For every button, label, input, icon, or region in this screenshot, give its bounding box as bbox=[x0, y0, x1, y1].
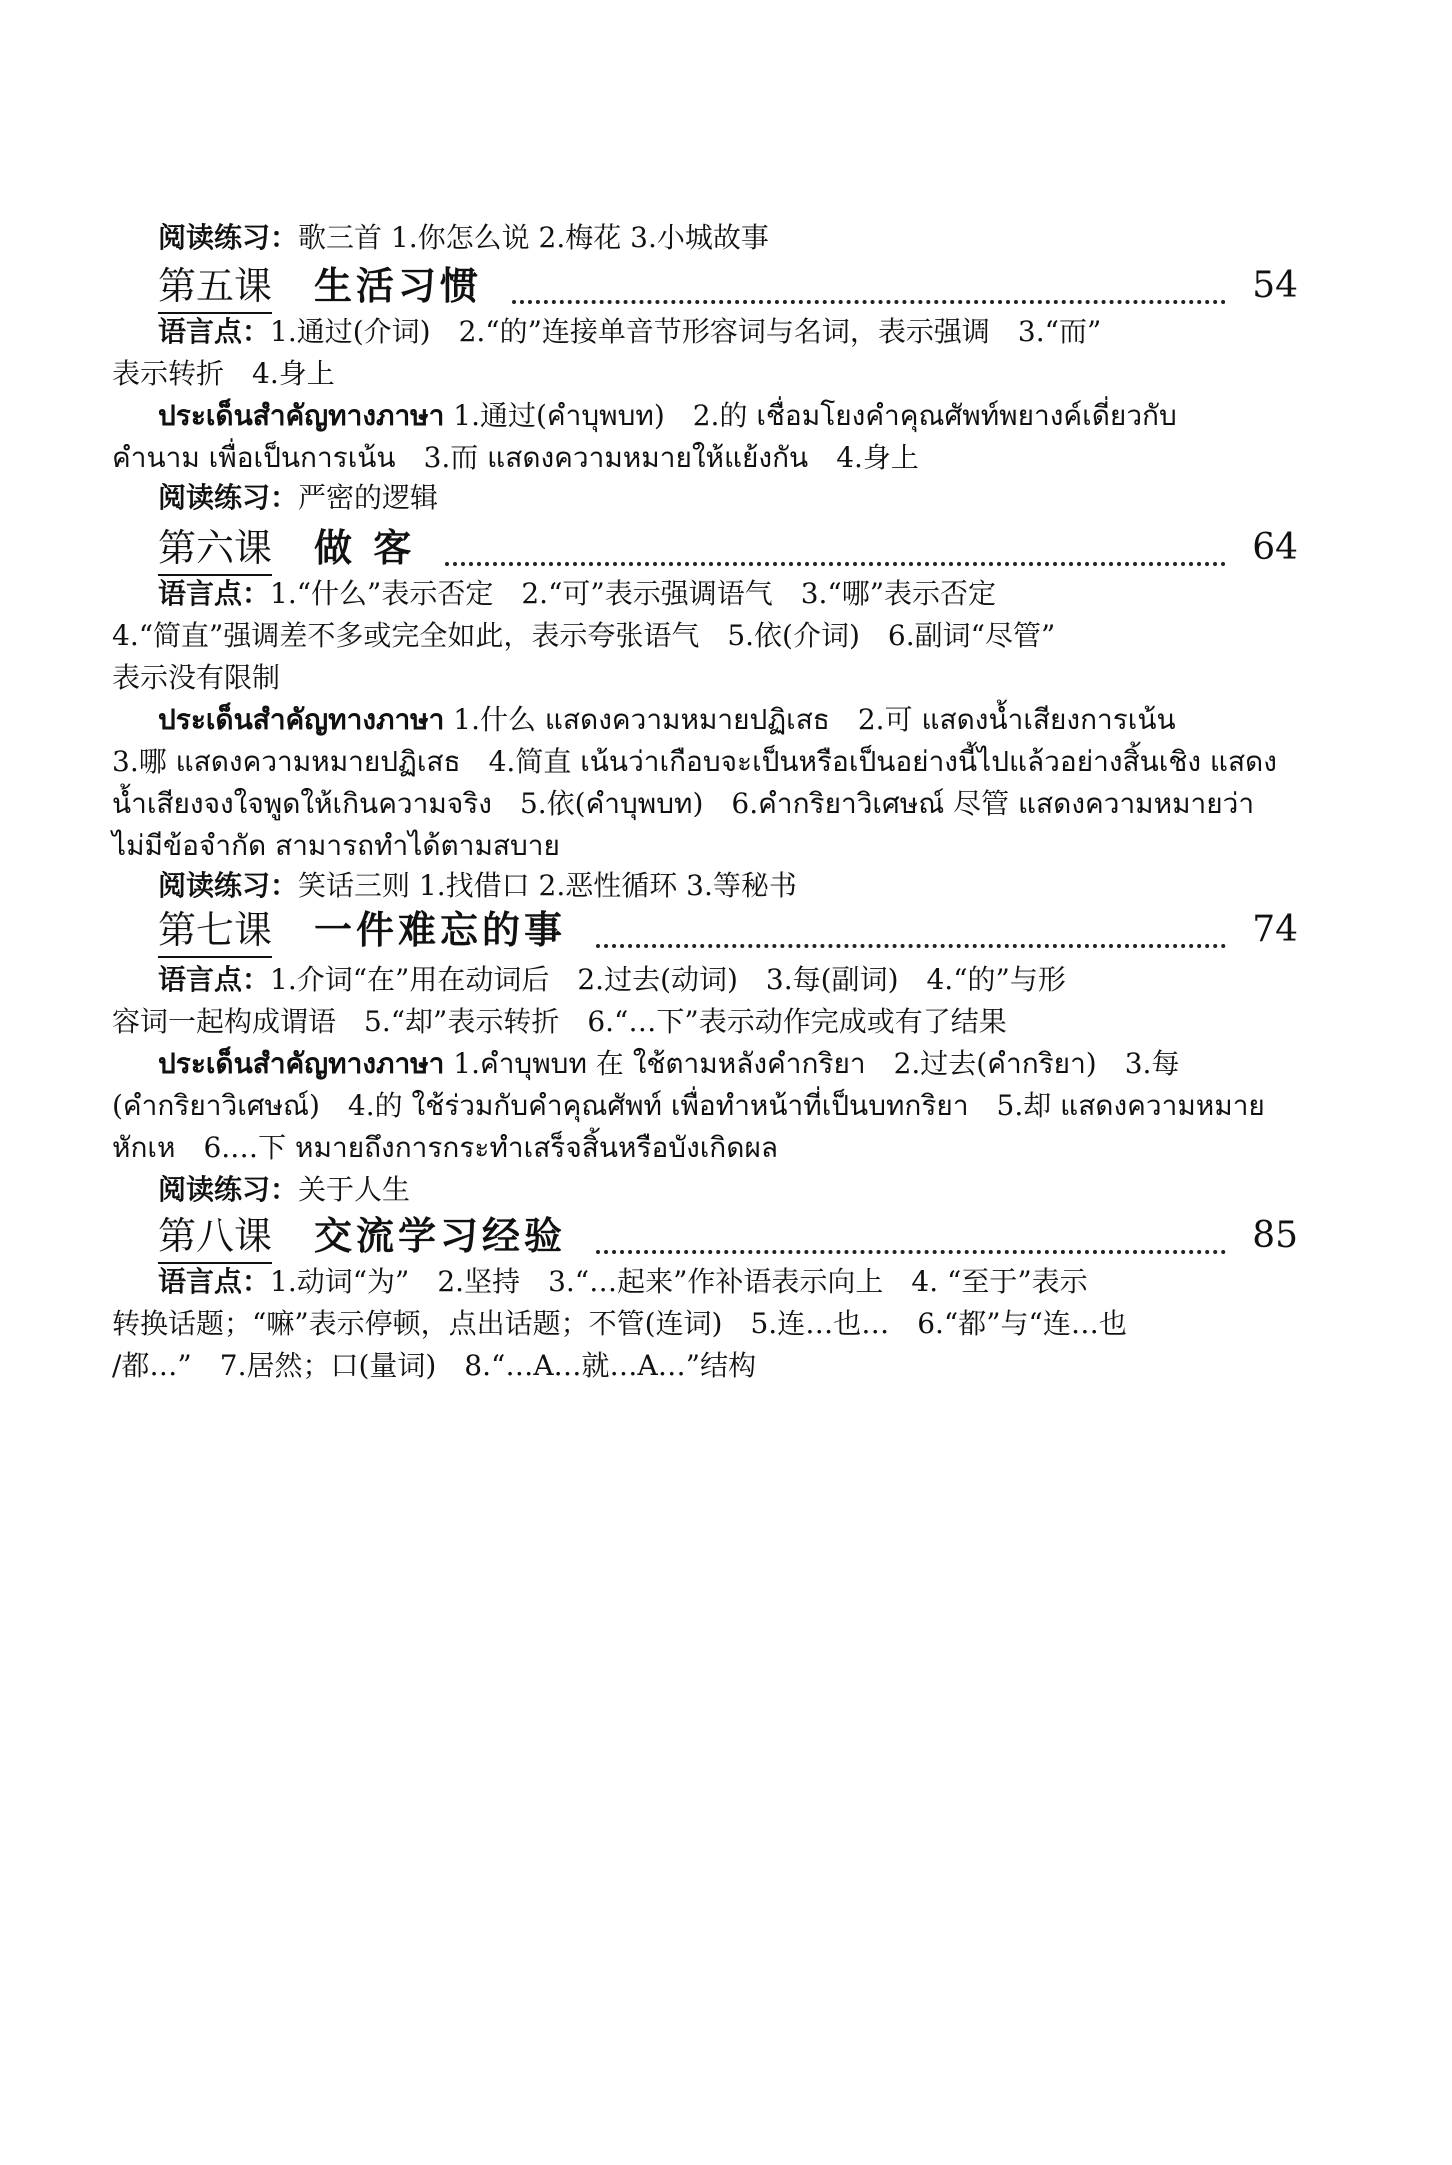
page-number: 74 bbox=[1252, 909, 1298, 950]
reading-practice bbox=[158, 478, 1298, 518]
lesson-title: 生活习惯 bbox=[314, 263, 483, 308]
leader-dots bbox=[596, 1250, 1226, 1254]
page-number: 85 bbox=[1252, 1215, 1298, 1256]
thai-points-line: 3.哪 แสดงความหมายปฏิเสธ 4.简直 เน้นว่าเกือบจะเป็นหรือเป็นอย่างนี้ไปแล้วอย่างสิ้นเชิง แสดง bbox=[112, 745, 1277, 778]
language-points-line: 表示没有限制 bbox=[112, 661, 281, 694]
thai-points-line: คำนาม เพื่อเป็นการเน้น 3.而 แสดงความหมายให้แย้งกัน 4.身上 bbox=[112, 441, 919, 474]
thai-points-line: ประเด็นสำคัญทางภาษา 1.คำบุพบท 在 ใช้ตามหลังคำกริยา 2.过去(คำกริยา) 3.每 bbox=[158, 1047, 1180, 1080]
page-number: 64 bbox=[1252, 527, 1298, 568]
reading-practice-intro bbox=[158, 218, 1298, 258]
language-points-line: 4.“简直”强调差不多或完全如此，表示夸张语气 5.依(介词) 6.副词“尽管” bbox=[112, 619, 1056, 652]
lesson-heading-5[interactable] bbox=[158, 254, 1298, 314]
reading-text: 歌三首 1.你怎么说 2.梅花 3.小城故事 bbox=[298, 221, 769, 254]
language-points-line: 转换话题；“嘛”表示停顿，点出话题；不管(连词) 5.连…也… 6.“都”与“连…也 bbox=[112, 1307, 1127, 1340]
lesson-heading-6[interactable] bbox=[158, 516, 1298, 576]
reading-text: 严密的逻辑 bbox=[298, 481, 439, 514]
reading-label: 阅读练习： bbox=[158, 1173, 299, 1206]
lesson-title: 做 客 bbox=[314, 525, 416, 570]
language-points-label: 语言点： bbox=[158, 1265, 271, 1298]
language-points-line: 语言点：1.“什么”表示否定 2.“可”表示强调语气 3.“哪”表示否定 bbox=[158, 577, 997, 610]
thai-points-label: ประเด็นสำคัญทางภาษา bbox=[158, 1047, 445, 1080]
language-points-line: 语言点：1.动词“为” 2.坚持 3.“…起来”作补语表示向上 4. “至于”表示 bbox=[158, 1265, 1088, 1298]
thai-points-line: น้ำเสียงจงใจพูดให้เกินความจริง 5.依(คำบุพบท) 6.คำกริยาวิเศษณ์ 尽管 แสดงความหมายว่า bbox=[112, 787, 1255, 820]
language-points-line: 语言点：1.通过(介词) 2.“的”连接单音节形容词与名词，表示强调 3.“而” bbox=[158, 315, 1102, 348]
thai-points-label: ประเด็นสำคัญทางภาษา bbox=[158, 703, 445, 736]
thai-points-line: ประเด็นสำคัญทางภาษา 1.什么 แสดงความหมายปฏิเสธ 2.可 แสดงน้ำเสียงการเน้น bbox=[158, 703, 1176, 736]
lesson-number: 第六课 bbox=[158, 524, 272, 576]
language-points-line: 表示转折 4.身上 bbox=[112, 357, 335, 390]
lesson-number: 第七课 bbox=[158, 906, 272, 958]
page-number: 54 bbox=[1252, 265, 1298, 306]
language-points-line: 容词一起构成谓语 5.“却”表示转折 6.“…下”表示动作完成或有了结果 bbox=[112, 1005, 1007, 1038]
language-points-line: /都…” 7.居然；口(量词) 8.“…A…就…A…”结构 bbox=[112, 1349, 757, 1382]
thai-points-line: หักเห 6.…下 หมายถึงการกระทำเสร็จสิ้นหรือบังเกิดผล bbox=[112, 1131, 779, 1164]
language-points-label: 语言点： bbox=[158, 577, 271, 610]
reading-text: 关于人生 bbox=[298, 1173, 411, 1206]
lesson-number: 第五课 bbox=[158, 262, 272, 314]
lesson-heading-8[interactable] bbox=[158, 1204, 1298, 1264]
lesson-title: 一件难忘的事 bbox=[314, 907, 567, 952]
lesson-heading-7[interactable] bbox=[158, 898, 1298, 958]
reading-label: 阅读练习： bbox=[158, 869, 299, 902]
leader-dots bbox=[512, 300, 1226, 304]
thai-points-line: (คำกริยาวิเศษณ์) 4.的 ใช้ร่วมกับคำคุณศัพท์ เพื่อทำหน้าที่เป็นบทกริยา 5.却 แสดงความหมาย bbox=[112, 1089, 1265, 1122]
reading-label: 阅读练习： bbox=[158, 221, 299, 254]
lesson-number: 第八课 bbox=[158, 1212, 272, 1264]
lesson-title: 交流学习经验 bbox=[314, 1213, 567, 1258]
language-points-label: 语言点： bbox=[158, 315, 271, 348]
language-points-label: 语言点： bbox=[158, 963, 271, 996]
reading-label: 阅读练习： bbox=[158, 481, 299, 514]
reading-text: 笑话三则 1.找借口 2.恶性循环 3.等秘书 bbox=[298, 869, 797, 902]
thai-points-line: ประเด็นสำคัญทางภาษา 1.通过(คำบุพบท) 2.的 เชื่อมโยงคำคุณศัพท์พยางค์เดี่ยวกับ bbox=[158, 399, 1177, 432]
language-points-line: 语言点：1.介词“在”用在动词后 2.过去(动词) 3.每(副词) 4.“的”与形 bbox=[158, 963, 1066, 996]
thai-points-label: ประเด็นสำคัญทางภาษา bbox=[158, 399, 445, 432]
leader-dots bbox=[596, 944, 1226, 948]
thai-points-line: ไม่มีข้อจำกัด สามารถทำได้ตามสบาย bbox=[112, 829, 560, 862]
leader-dots bbox=[445, 562, 1226, 566]
